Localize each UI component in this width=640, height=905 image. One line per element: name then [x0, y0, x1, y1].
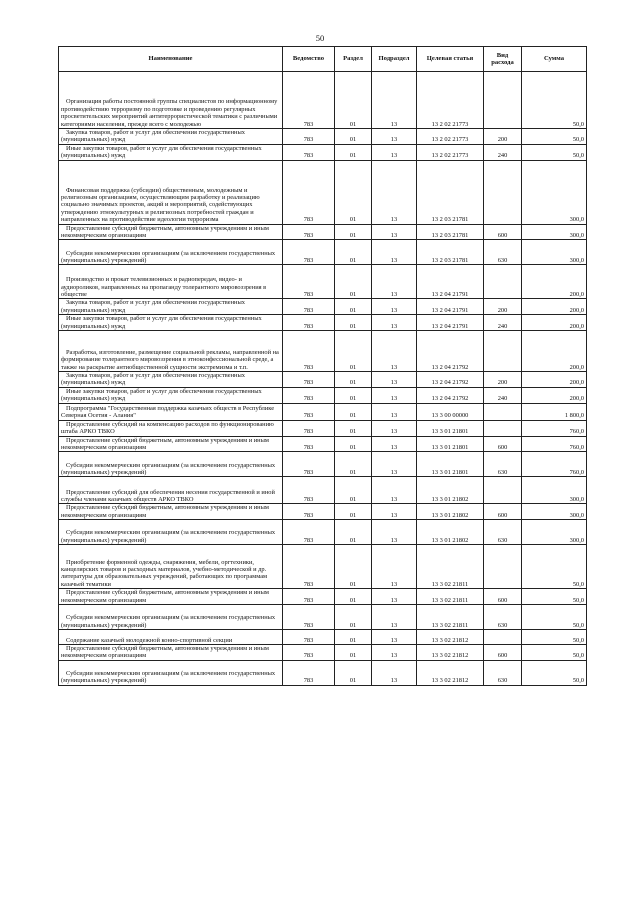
- table-row: [59, 520, 587, 545]
- cell-section: 01: [335, 315, 372, 331]
- cell-subsection: 13: [372, 403, 417, 420]
- cell-target-item: 13 2 03 21781: [417, 160, 484, 224]
- row-label: Субсидии некоммерческим организациям (за исключением государственных (муниципальных) учреждений): [61, 614, 276, 629]
- cell-name: [59, 520, 283, 545]
- table-row: [59, 372, 587, 388]
- cell-section: 01: [335, 403, 372, 420]
- cell-expense-kind: 240: [484, 144, 522, 160]
- cell-section: 01: [335, 545, 372, 589]
- cell-name: [59, 315, 283, 331]
- row-label: Субсидии некоммерческим организациям (за исключением государственных (муниципальных) учреждений): [61, 249, 276, 265]
- row-label: Иные закупки товаров, работ и услуг для обеспечения государственных (муниципальных) нужд: [61, 387, 262, 403]
- cell-department: 783: [283, 520, 335, 545]
- cell-expense-kind: [484, 331, 522, 372]
- cell-department: 783: [283, 72, 335, 129]
- cell-target-item: 13 2 02 21773: [417, 129, 484, 145]
- cell-sum: 200,0: [522, 372, 587, 388]
- cell-department: 783: [283, 589, 335, 605]
- cell-sum: 300,0: [522, 520, 587, 545]
- row-label: Иные закупки товаров, работ и услуг для обеспечения государственных (муниципальных) нужд: [61, 315, 262, 330]
- cell-target-item: 13 2 04 21791: [417, 299, 484, 315]
- table-row: [59, 129, 587, 145]
- cell-name: [59, 403, 283, 420]
- cell-subsection: 13: [372, 387, 417, 403]
- table-row: [59, 477, 587, 504]
- row-label: Предоставление субсидий для обеспечения несения государственной и иной службы членами казачьих обществ АРКО ТВКО: [61, 488, 275, 503]
- cell-section: 01: [335, 629, 372, 644]
- cell-expense-kind: 630: [484, 452, 522, 477]
- cell-subsection: 13: [372, 520, 417, 545]
- row-label: Закупка товаров, работ и услуг для обеспечения государственных (муниципальных) нужд: [61, 129, 245, 144]
- table-row: [59, 224, 587, 240]
- cell-sum: 50,0: [522, 545, 587, 589]
- cell-target-item: 13 3 02 21811: [417, 589, 484, 605]
- cell-subsection: 13: [372, 72, 417, 129]
- cell-sum: 760,0: [522, 420, 587, 436]
- cell-sum: 50,0: [522, 129, 587, 145]
- cell-target-item: 13 2 02 21773: [417, 144, 484, 160]
- cell-section: 01: [335, 520, 372, 545]
- budget-table: [58, 46, 587, 686]
- cell-target-item: 13 2 02 21773: [417, 72, 484, 129]
- cell-subsection: 13: [372, 436, 417, 452]
- cell-target-item: 13 2 04 21792: [417, 387, 484, 403]
- cell-department: 783: [283, 240, 335, 265]
- cell-department: 783: [283, 224, 335, 240]
- cell-name: [59, 265, 283, 299]
- cell-target-item: 13 3 01 21802: [417, 520, 484, 545]
- cell-sum: 300,0: [522, 240, 587, 265]
- header-target-item: Целевая статья: [417, 47, 484, 72]
- row-label: Финансовая поддержка (субсидии) общественным, молодежным и религиозным организациям, осуществляющим разработку и реализацию социально значимых проектов, акций и мероприятий, содействующих утверждению этнокультурных и религиозных потребностей граждан и направленных на противодействие идеологии терроризма: [61, 186, 260, 224]
- cell-name: [59, 331, 283, 372]
- cell-target-item: 13 3 02 21811: [417, 604, 484, 629]
- table-row: [59, 629, 587, 644]
- cell-name: [59, 545, 283, 589]
- cell-expense-kind: 630: [484, 520, 522, 545]
- cell-name: [59, 72, 283, 129]
- row-label: Предоставление субсидий бюджетным, автономным учреждениям и иным некоммерческим организациям: [61, 644, 269, 660]
- cell-department: 783: [283, 420, 335, 436]
- row-label: Предоставление субсидий бюджетным, автономным учреждениям и иным некоммерческим организациям: [61, 224, 269, 240]
- cell-section: 01: [335, 372, 372, 388]
- cell-sum: 200,0: [522, 299, 587, 315]
- cell-name: [59, 129, 283, 145]
- table-row: [59, 436, 587, 452]
- cell-sum: 50,0: [522, 144, 587, 160]
- cell-target-item: 13 3 02 21811: [417, 545, 484, 589]
- cell-sum: 50,0: [522, 629, 587, 644]
- cell-department: 783: [283, 644, 335, 660]
- table-row: [59, 265, 587, 299]
- cell-expense-kind: [484, 629, 522, 644]
- cell-expense-kind: 600: [484, 224, 522, 240]
- cell-section: 01: [335, 644, 372, 660]
- cell-department: 783: [283, 477, 335, 504]
- cell-target-item: 13 3 02 21812: [417, 644, 484, 660]
- cell-sum: 200,0: [522, 387, 587, 403]
- cell-target-item: 13 2 04 21792: [417, 372, 484, 388]
- cell-name: [59, 372, 283, 388]
- cell-department: 783: [283, 144, 335, 160]
- cell-expense-kind: 200: [484, 129, 522, 145]
- row-label: Разработка, изготовление, размещение социальной рекламы, направленной на формирование толерантного мировоззрения в этноконфессиональной среде, а также на раскрытие антиобщественной сущности экстремизма и т.п.: [61, 348, 279, 371]
- row-label: Иные закупки товаров, работ и услуг для обеспечения государственных (муниципальных) нужд: [61, 144, 262, 160]
- cell-section: 01: [335, 589, 372, 605]
- cell-expense-kind: 630: [484, 660, 522, 685]
- cell-section: 01: [335, 224, 372, 240]
- cell-sum: 200,0: [522, 331, 587, 372]
- cell-name: [59, 240, 283, 265]
- header-section: Раздел: [335, 47, 372, 72]
- row-label: Предоставление субсидий бюджетным, автономным учреждениям и иным некоммерческим организациям: [61, 436, 269, 451]
- header-name: Наименование: [59, 47, 283, 72]
- table-row: [59, 420, 587, 436]
- cell-department: 783: [283, 299, 335, 315]
- cell-subsection: 13: [372, 144, 417, 160]
- cell-sum: 50,0: [522, 589, 587, 605]
- cell-subsection: 13: [372, 331, 417, 372]
- cell-subsection: 13: [372, 545, 417, 589]
- cell-department: 783: [283, 160, 335, 224]
- cell-subsection: 13: [372, 129, 417, 145]
- cell-department: 783: [283, 452, 335, 477]
- row-label: Организация работы постоянной группы специалистов по информационному противодействию терроризму по подготовке и проведению регулярных просветительских мероприятий антитеррористической тематики с различными категориями населения, прежде всего с молодежью: [61, 98, 278, 128]
- table-body: [59, 72, 587, 686]
- cell-department: 783: [283, 315, 335, 331]
- table-row: [59, 403, 587, 420]
- cell-subsection: 13: [372, 160, 417, 224]
- cell-section: 01: [335, 504, 372, 520]
- row-label: Предоставление субсидий бюджетным, автономным учреждениям и иным некоммерческим организациям: [61, 589, 269, 604]
- cell-section: 01: [335, 299, 372, 315]
- cell-expense-kind: 600: [484, 644, 522, 660]
- cell-department: 783: [283, 372, 335, 388]
- cell-expense-kind: [484, 72, 522, 129]
- row-label: Предоставление субсидий бюджетным, автономным учреждениям и иным некоммерческим организациям: [61, 504, 269, 519]
- row-label: Субсидии некоммерческим организациям (за исключением государственных (муниципальных) учреждений): [61, 529, 276, 544]
- cell-department: 783: [283, 545, 335, 589]
- cell-subsection: 13: [372, 299, 417, 315]
- page-number: 50: [315, 33, 325, 43]
- cell-target-item: 13 3 02 21812: [417, 629, 484, 644]
- cell-subsection: 13: [372, 240, 417, 265]
- row-label: Предоставление субсидий на компенсацию расходов по функционированию штаба АРКО ТВКО: [61, 420, 274, 436]
- cell-target-item: 13 3 00 00000: [417, 403, 484, 420]
- cell-section: 01: [335, 240, 372, 265]
- cell-expense-kind: 200: [484, 372, 522, 388]
- cell-name: [59, 504, 283, 520]
- cell-target-item: 13 2 04 21791: [417, 315, 484, 331]
- cell-section: 01: [335, 129, 372, 145]
- cell-section: 01: [335, 331, 372, 372]
- cell-department: 783: [283, 403, 335, 420]
- cell-expense-kind: 240: [484, 387, 522, 403]
- cell-expense-kind: [484, 403, 522, 420]
- cell-department: 783: [283, 436, 335, 452]
- cell-sum: 50,0: [522, 660, 587, 685]
- cell-expense-kind: [484, 545, 522, 589]
- cell-target-item: 13 2 03 21781: [417, 240, 484, 265]
- header-sum: Сумма: [522, 47, 587, 72]
- cell-subsection: 13: [372, 504, 417, 520]
- cell-subsection: 13: [372, 589, 417, 605]
- table-row: [59, 660, 587, 685]
- cell-name: [59, 644, 283, 660]
- cell-section: 01: [335, 160, 372, 224]
- table-row: [59, 644, 587, 660]
- table-row: [59, 331, 587, 372]
- cell-subsection: 13: [372, 660, 417, 685]
- cell-name: [59, 452, 283, 477]
- row-label: Закупка товаров, работ и услуг для обеспечения государственных (муниципальных) нужд: [61, 299, 245, 314]
- cell-name: [59, 436, 283, 452]
- cell-name: [59, 660, 283, 685]
- table-row: [59, 299, 587, 315]
- cell-expense-kind: 630: [484, 604, 522, 629]
- cell-name: [59, 144, 283, 160]
- table-row: [59, 315, 587, 331]
- cell-name: [59, 604, 283, 629]
- row-label: Производство и прокат телевизионных и радиопередач, видео- и аудиороликов, направленных на пропаганду толерантного мировоззрения в обществе: [61, 276, 267, 299]
- cell-target-item: 13 3 02 21812: [417, 660, 484, 685]
- cell-subsection: 13: [372, 224, 417, 240]
- cell-subsection: 13: [372, 604, 417, 629]
- cell-sum: 300,0: [522, 224, 587, 240]
- cell-subsection: 13: [372, 452, 417, 477]
- cell-name: [59, 387, 283, 403]
- table-row: [59, 589, 587, 605]
- cell-subsection: 13: [372, 265, 417, 299]
- cell-sum: 760,0: [522, 436, 587, 452]
- cell-name: [59, 420, 283, 436]
- cell-section: 01: [335, 72, 372, 129]
- cell-expense-kind: 600: [484, 589, 522, 605]
- cell-subsection: 13: [372, 477, 417, 504]
- header-expense-kind: Вид расхода: [484, 47, 522, 72]
- table-header: [59, 47, 587, 72]
- cell-name: [59, 629, 283, 644]
- cell-subsection: 13: [372, 629, 417, 644]
- table-row: [59, 144, 587, 160]
- cell-sum: 300,0: [522, 477, 587, 504]
- cell-target-item: 13 3 01 21801: [417, 420, 484, 436]
- row-label: Субсидии некоммерческим организациям (за исключением государственных (муниципальных) учреждений): [61, 461, 276, 476]
- cell-section: 01: [335, 477, 372, 504]
- cell-department: 783: [283, 604, 335, 629]
- cell-name: [59, 160, 283, 224]
- cell-department: 783: [283, 265, 335, 299]
- cell-name: [59, 589, 283, 605]
- cell-target-item: 13 3 01 21802: [417, 477, 484, 504]
- cell-subsection: 13: [372, 644, 417, 660]
- cell-section: 01: [335, 265, 372, 299]
- header-subsection: Подраздел: [372, 47, 417, 72]
- row-label: Приобретение форменной одежды, снаряжения, мебели, оргтехники, канцелярских товаров и расходных материалов, учебно-методической и др. литературы для образовательных учреждений, работающих по программам казачьей тематики: [61, 558, 268, 588]
- cell-department: 783: [283, 660, 335, 685]
- table-row: [59, 387, 587, 403]
- cell-target-item: 13 2 04 21791: [417, 265, 484, 299]
- cell-section: 01: [335, 436, 372, 452]
- cell-department: 783: [283, 129, 335, 145]
- cell-section: 01: [335, 420, 372, 436]
- table-row: [59, 160, 587, 224]
- cell-expense-kind: 600: [484, 504, 522, 520]
- cell-target-item: 13 3 01 21801: [417, 452, 484, 477]
- table-row: [59, 72, 587, 129]
- cell-sum: 200,0: [522, 315, 587, 331]
- cell-section: 01: [335, 604, 372, 629]
- cell-target-item: 13 2 03 21781: [417, 224, 484, 240]
- cell-expense-kind: [484, 477, 522, 504]
- cell-section: 01: [335, 660, 372, 685]
- table-row: [59, 504, 587, 520]
- table-row: [59, 240, 587, 265]
- cell-sum: 760,0: [522, 452, 587, 477]
- row-label: Субсидии некоммерческим организациям (за исключением государственных (муниципальных) учреждений): [61, 669, 276, 685]
- cell-sum: 50,0: [522, 72, 587, 129]
- cell-department: 783: [283, 387, 335, 403]
- cell-section: 01: [335, 452, 372, 477]
- cell-target-item: 13 3 01 21801: [417, 436, 484, 452]
- cell-name: [59, 224, 283, 240]
- cell-subsection: 13: [372, 420, 417, 436]
- cell-expense-kind: 240: [484, 315, 522, 331]
- cell-expense-kind: 200: [484, 299, 522, 315]
- cell-department: 783: [283, 331, 335, 372]
- cell-department: 783: [283, 504, 335, 520]
- cell-name: [59, 299, 283, 315]
- cell-name: [59, 477, 283, 504]
- cell-sum: 1 800,0: [522, 403, 587, 420]
- cell-section: 01: [335, 387, 372, 403]
- cell-sum: 300,0: [522, 160, 587, 224]
- table-row: [59, 604, 587, 629]
- cell-subsection: 13: [372, 315, 417, 331]
- table-row: [59, 452, 587, 477]
- cell-expense-kind: 630: [484, 240, 522, 265]
- cell-expense-kind: [484, 420, 522, 436]
- row-label: Подпрограмма "Государственная поддержка казачьих обществ в Республике Северная Осетия - Алания": [61, 404, 275, 420]
- cell-target-item: 13 3 01 21802: [417, 504, 484, 520]
- cell-target-item: 13 2 04 21792: [417, 331, 484, 372]
- cell-section: 01: [335, 144, 372, 160]
- cell-expense-kind: 600: [484, 436, 522, 452]
- cell-department: 783: [283, 629, 335, 644]
- cell-expense-kind: [484, 160, 522, 224]
- row-label: Содержание казачьей молодежной конно-спортивной секции: [66, 636, 233, 644]
- cell-sum: 50,0: [522, 644, 587, 660]
- cell-sum: 50,0: [522, 604, 587, 629]
- header-department: Ведомство: [283, 47, 335, 72]
- cell-sum: 300,0: [522, 504, 587, 520]
- row-label: Закупка товаров, работ и услуг для обеспечения государственных (муниципальных) нужд: [61, 372, 245, 387]
- cell-subsection: 13: [372, 372, 417, 388]
- table-row: [59, 545, 587, 589]
- cell-expense-kind: [484, 265, 522, 299]
- cell-sum: 200,0: [522, 265, 587, 299]
